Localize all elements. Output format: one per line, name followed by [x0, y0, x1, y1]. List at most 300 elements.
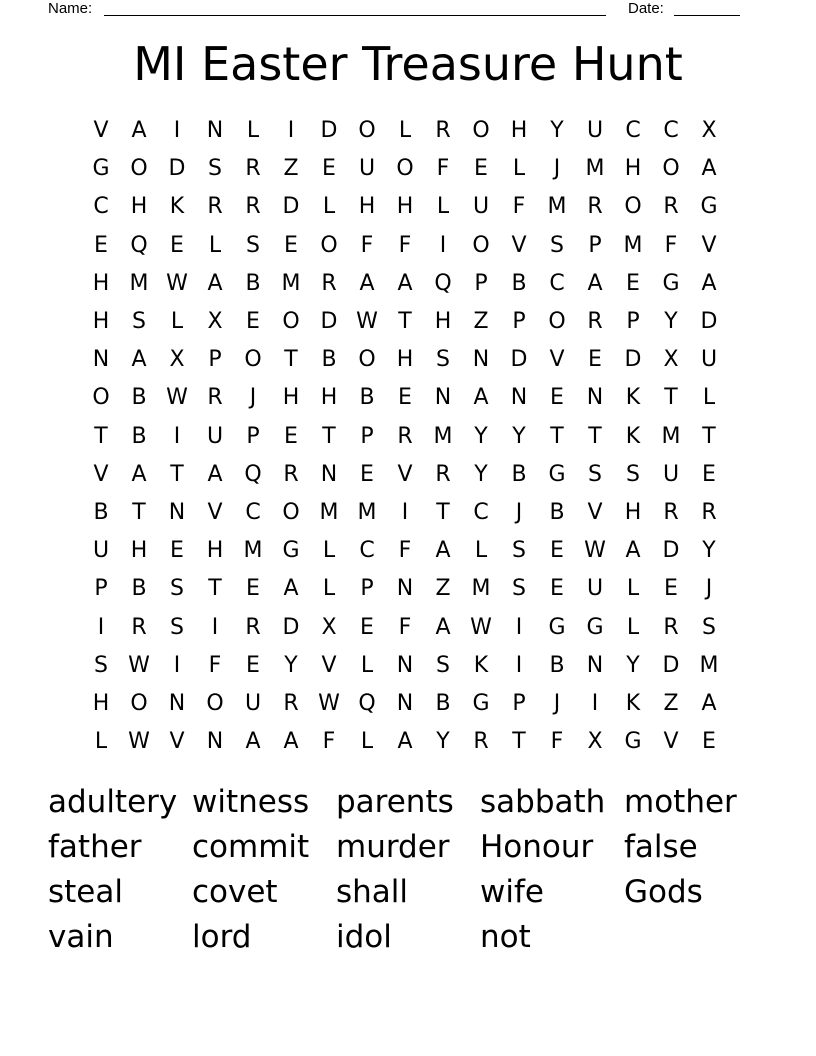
grid-letter[interactable]: R [473, 729, 489, 755]
grid-letter[interactable]: H [206, 538, 224, 564]
grid-letter[interactable]: L [208, 232, 222, 258]
grid-letter[interactable]: B [321, 347, 337, 373]
grid-letter[interactable]: A [207, 461, 223, 487]
grid-letter[interactable]: H [396, 194, 414, 220]
grid-letter[interactable]: M [129, 270, 149, 296]
grid-letter[interactable]: I [173, 423, 181, 449]
grid-letter[interactable]: C [359, 538, 375, 564]
grid-letter[interactable]: D [168, 156, 186, 182]
grid-letter[interactable]: C [473, 499, 489, 525]
grid-letter[interactable]: S [626, 461, 640, 487]
grid-letter[interactable]: R [701, 499, 717, 525]
grid-row [82, 647, 728, 685]
grid-letter[interactable]: O [282, 309, 300, 335]
grid-letter[interactable]: V [93, 118, 109, 144]
word-bank-item: wife [480, 874, 544, 910]
grid-letter[interactable]: T [322, 423, 336, 449]
grid-letter[interactable]: A [359, 270, 375, 296]
grid-letter[interactable]: H [510, 118, 528, 144]
grid-letter[interactable]: X [663, 347, 679, 373]
grid-letter[interactable]: U [358, 156, 376, 182]
grid-letter[interactable]: I [211, 614, 219, 640]
grid-letter[interactable]: X [587, 729, 603, 755]
grid-letter[interactable]: D [662, 652, 680, 678]
grid-letter[interactable]: S [170, 614, 184, 640]
grid-letter[interactable]: S [246, 232, 260, 258]
grid-letter[interactable]: U [206, 423, 224, 449]
grid-letter[interactable]: Y [474, 423, 488, 449]
grid-letter[interactable]: R [207, 385, 223, 411]
grid-letter[interactable]: O [130, 156, 148, 182]
grid-letter[interactable]: E [588, 347, 602, 373]
grid-letter[interactable]: O [472, 232, 490, 258]
grid-letter[interactable]: V [397, 461, 413, 487]
grid-letter[interactable]: T [702, 423, 716, 449]
grid-letter[interactable]: O [130, 690, 148, 716]
grid-letter[interactable]: Y [626, 652, 640, 678]
grid-letter[interactable]: R [245, 614, 261, 640]
grid-letter[interactable]: B [359, 385, 375, 411]
grid-letter[interactable]: S [208, 156, 222, 182]
grid-letter[interactable]: W [166, 270, 188, 296]
grid-letter[interactable]: A [397, 270, 413, 296]
grid-letter[interactable]: U [244, 690, 262, 716]
grid-letter[interactable]: E [664, 576, 678, 602]
grid-letter[interactable]: P [512, 309, 526, 335]
grid-letter[interactable]: Y [474, 461, 488, 487]
grid-letter[interactable]: T [550, 423, 564, 449]
grid-letter[interactable]: N [206, 118, 224, 144]
grid-letter[interactable]: P [94, 576, 108, 602]
grid-letter[interactable]: F [398, 614, 412, 640]
grid-letter[interactable]: L [360, 652, 374, 678]
grid-letter[interactable]: L [246, 118, 260, 144]
grid-letter[interactable]: X [321, 614, 337, 640]
grid-letter[interactable]: D [662, 538, 680, 564]
grid-letter[interactable]: I [287, 118, 295, 144]
grid-letter[interactable]: U [586, 576, 604, 602]
grid-letter[interactable]: W [470, 614, 492, 640]
grid-letter[interactable]: G [92, 156, 110, 182]
grid-letter[interactable]: A [701, 270, 717, 296]
grid-letter[interactable]: N [586, 385, 604, 411]
word-bank-item: false [624, 829, 698, 865]
grid-letter[interactable]: J [515, 499, 523, 525]
grid-letter[interactable]: Y [702, 538, 716, 564]
grid-letter[interactable]: O [92, 385, 110, 411]
grid-letter[interactable]: V [587, 499, 603, 525]
grid-letter[interactable]: H [92, 270, 110, 296]
grid-letter[interactable]: O [282, 499, 300, 525]
grid-letter[interactable]: L [702, 385, 716, 411]
grid-letter[interactable]: H [624, 499, 642, 525]
grid-letter[interactable]: L [398, 118, 412, 144]
grid-letter[interactable]: L [474, 538, 488, 564]
grid-letter[interactable]: F [664, 232, 678, 258]
grid-letter[interactable]: J [249, 385, 257, 411]
grid-letter[interactable]: M [357, 499, 377, 525]
grid-letter[interactable]: W [128, 652, 150, 678]
grid-letter[interactable]: V [169, 729, 185, 755]
grid-letter[interactable]: R [397, 423, 413, 449]
grid-letter[interactable]: Z [283, 156, 299, 182]
grid-letter[interactable]: R [245, 194, 261, 220]
grid-letter[interactable]: N [92, 347, 110, 373]
grid-letter[interactable]: G [548, 461, 566, 487]
grid-letter[interactable]: D [700, 309, 718, 335]
grid-letter[interactable]: V [701, 232, 717, 258]
grid-letter[interactable]: R [283, 690, 299, 716]
grid-letter[interactable]: T [436, 499, 450, 525]
word-bank-item: mother [624, 784, 737, 820]
grid-letter[interactable]: E [474, 156, 488, 182]
grid-letter[interactable]: E [170, 538, 184, 564]
grid-letter[interactable]: H [130, 194, 148, 220]
grid-letter[interactable]: T [208, 576, 222, 602]
grid-letter[interactable]: A [587, 270, 603, 296]
page-title: MI Easter Treasure Hunt [133, 37, 683, 91]
grid-letter[interactable]: H [434, 309, 452, 335]
grid-letter[interactable]: E [702, 729, 716, 755]
grid-letter[interactable]: C [663, 118, 679, 144]
grid-letter[interactable]: R [435, 461, 451, 487]
grid-letter[interactable]: F [550, 729, 564, 755]
grid-letter[interactable]: R [587, 194, 603, 220]
grid-letter[interactable]: A [131, 118, 147, 144]
grid-letter[interactable]: P [360, 576, 374, 602]
grid-letter[interactable]: C [245, 499, 261, 525]
grid-letter[interactable]: I [173, 652, 181, 678]
grid-letter[interactable]: N [396, 690, 414, 716]
grid-letter[interactable]: B [511, 270, 527, 296]
grid-letter[interactable]: B [131, 423, 147, 449]
grid-letter[interactable]: C [549, 270, 565, 296]
grid-letter[interactable]: V [321, 652, 337, 678]
grid-letter[interactable]: L [626, 576, 640, 602]
grid-letter[interactable]: D [624, 347, 642, 373]
grid-letter[interactable]: N [168, 690, 186, 716]
grid-letter[interactable]: L [512, 156, 526, 182]
grid-letter[interactable]: H [130, 538, 148, 564]
grid-letter[interactable]: G [662, 270, 680, 296]
grid-letter[interactable]: Y [550, 118, 564, 144]
grid-letter[interactable]: P [474, 270, 488, 296]
date-blank-line[interactable] [674, 15, 740, 16]
grid-letter[interactable]: H [358, 194, 376, 220]
grid-letter[interactable]: A [435, 538, 451, 564]
grid-letter[interactable]: E [246, 576, 260, 602]
grid-letter[interactable]: V [207, 499, 223, 525]
grid-letter[interactable]: P [626, 309, 640, 335]
grid-letter[interactable]: Z [435, 576, 451, 602]
grid-letter[interactable]: M [471, 576, 491, 602]
grid-letter[interactable]: A [207, 270, 223, 296]
grid-letter[interactable]: L [360, 729, 374, 755]
grid-letter[interactable]: H [282, 385, 300, 411]
grid-letter[interactable]: L [170, 309, 184, 335]
grid-letter[interactable]: G [282, 538, 300, 564]
grid-letter[interactable]: P [588, 232, 602, 258]
grid-letter[interactable]: H [624, 156, 642, 182]
grid-letter[interactable]: N [168, 499, 186, 525]
grid-letter[interactable]: A [131, 347, 147, 373]
grid-letter[interactable]: A [397, 729, 413, 755]
grid-letter[interactable]: N [396, 576, 414, 602]
grid-letter[interactable]: G [586, 614, 604, 640]
grid-letter[interactable]: M [585, 156, 605, 182]
grid-letter[interactable]: L [94, 729, 108, 755]
grid-letter[interactable]: Q [244, 461, 262, 487]
grid-letter[interactable]: O [472, 118, 490, 144]
grid-letter[interactable]: E [284, 232, 298, 258]
grid-letter[interactable]: B [549, 499, 565, 525]
grid-letter[interactable]: F [398, 232, 412, 258]
grid-letter[interactable]: D [510, 347, 528, 373]
grid-letter[interactable]: U [586, 118, 604, 144]
grid-letter[interactable]: E [284, 423, 298, 449]
grid-letter[interactable]: O [320, 232, 338, 258]
grid-letter[interactable]: O [358, 118, 376, 144]
grid-letter[interactable]: A [283, 729, 299, 755]
grid-letter[interactable]: Y [512, 423, 526, 449]
grid-letter[interactable]: Z [473, 309, 489, 335]
grid-letter[interactable]: L [626, 614, 640, 640]
grid-letter[interactable]: D [282, 614, 300, 640]
grid-letter[interactable]: M [623, 232, 643, 258]
grid-letter[interactable]: F [512, 194, 526, 220]
grid-letter[interactable]: B [511, 461, 527, 487]
grid-letter[interactable]: V [549, 347, 565, 373]
grid-letter[interactable]: E [702, 461, 716, 487]
grid-letter[interactable]: F [398, 538, 412, 564]
grid-letter[interactable]: M [661, 423, 681, 449]
grid-letter[interactable]: P [246, 423, 260, 449]
grid-letter[interactable]: B [435, 690, 451, 716]
grid-letter[interactable]: U [92, 538, 110, 564]
grid-letter[interactable]: L [436, 194, 450, 220]
grid-letter[interactable]: S [436, 652, 450, 678]
grid-letter[interactable]: K [625, 423, 641, 449]
grid-letter[interactable]: V [93, 461, 109, 487]
grid-letter[interactable]: P [208, 347, 222, 373]
grid-letter[interactable]: E [360, 461, 374, 487]
grid-letter[interactable]: Y [436, 729, 450, 755]
grid-letter[interactable]: B [549, 652, 565, 678]
grid-letter[interactable]: S [170, 576, 184, 602]
grid-letter[interactable]: P [512, 690, 526, 716]
grid-row [82, 150, 728, 188]
grid-letter[interactable]: E [94, 232, 108, 258]
grid-letter[interactable]: C [625, 118, 641, 144]
grid-letter[interactable]: T [170, 461, 184, 487]
grid-letter[interactable]: G [472, 690, 490, 716]
grid-letter[interactable]: X [169, 347, 185, 373]
grid-letter[interactable]: O [548, 309, 566, 335]
grid-letter[interactable]: S [550, 232, 564, 258]
grid-letter[interactable]: T [132, 499, 146, 525]
grid-letter[interactable]: S [702, 614, 716, 640]
grid-letter[interactable]: T [664, 385, 678, 411]
grid-letter[interactable]: N [472, 347, 490, 373]
grid-letter[interactable]: T [94, 423, 108, 449]
grid-letter[interactable]: U [662, 461, 680, 487]
grid-letter[interactable]: A [245, 729, 261, 755]
grid-letter[interactable]: H [92, 690, 110, 716]
grid-letter[interactable]: M [433, 423, 453, 449]
grid-letter[interactable]: A [435, 614, 451, 640]
grid-letter[interactable]: B [131, 385, 147, 411]
grid-letter[interactable]: W [318, 690, 340, 716]
grid-letter[interactable]: A [701, 156, 717, 182]
grid-letter[interactable]: T [284, 347, 298, 373]
grid-letter[interactable]: J [705, 576, 713, 602]
grid-letter[interactable]: Q [358, 690, 376, 716]
grid-letter[interactable]: R [283, 461, 299, 487]
grid-letter[interactable]: M [319, 499, 339, 525]
grid-letter[interactable]: K [169, 194, 185, 220]
grid-letter[interactable]: E [322, 156, 336, 182]
grid-letter[interactable]: F [208, 652, 222, 678]
grid-letter[interactable]: I [439, 232, 447, 258]
grid-letter[interactable]: I [173, 118, 181, 144]
grid-letter[interactable]: L [322, 576, 336, 602]
grid-letter[interactable]: O [624, 194, 642, 220]
word-bank-item: Gods [624, 874, 703, 910]
grid-letter[interactable]: R [663, 614, 679, 640]
grid-letter[interactable]: N [510, 385, 528, 411]
grid-letter[interactable]: F [360, 232, 374, 258]
grid-letter[interactable]: D [320, 118, 338, 144]
grid-letter[interactable]: P [360, 423, 374, 449]
grid-letter[interactable]: K [473, 652, 489, 678]
grid-letter[interactable]: N [206, 729, 224, 755]
grid-letter[interactable]: R [435, 118, 451, 144]
grid-letter[interactable]: S [132, 309, 146, 335]
grid-letter[interactable]: J [553, 690, 561, 716]
grid-letter[interactable]: F [436, 156, 450, 182]
grid-letter[interactable]: M [281, 270, 301, 296]
grid-letter[interactable]: E [246, 652, 260, 678]
grid-letter[interactable]: U [700, 347, 718, 373]
grid-letter[interactable]: T [398, 309, 412, 335]
grid-letter[interactable]: S [588, 461, 602, 487]
grid-letter[interactable]: D [320, 309, 338, 335]
grid-letter[interactable]: W [584, 538, 606, 564]
grid-letter[interactable]: E [246, 309, 260, 335]
grid-letter[interactable]: V [511, 232, 527, 258]
grid-letter[interactable]: R [321, 270, 337, 296]
grid-letter[interactable]: B [131, 576, 147, 602]
grid-letter[interactable]: M [699, 652, 719, 678]
grid-letter[interactable]: G [700, 194, 718, 220]
grid-letter[interactable]: X [701, 118, 717, 144]
grid-letter[interactable]: B [93, 499, 109, 525]
grid-letter[interactable]: V [663, 729, 679, 755]
grid-letter[interactable]: E [550, 576, 564, 602]
grid-letter[interactable]: Q [434, 270, 452, 296]
grid-letter[interactable]: I [401, 499, 409, 525]
grid-letter[interactable]: H [92, 309, 110, 335]
name-blank-line[interactable] [104, 15, 606, 16]
grid-letter[interactable]: N [396, 652, 414, 678]
grid-letter[interactable]: E [398, 385, 412, 411]
grid-letter[interactable]: A [473, 385, 489, 411]
grid-letter[interactable]: A [625, 538, 641, 564]
grid-letter[interactable]: I [515, 652, 523, 678]
grid-letter[interactable]: H [320, 385, 338, 411]
grid-row [82, 112, 728, 150]
grid-letter[interactable]: H [396, 347, 414, 373]
grid-letter[interactable]: R [663, 194, 679, 220]
grid-letter[interactable]: Y [284, 652, 298, 678]
grid-letter[interactable]: S [512, 576, 526, 602]
grid-letter[interactable]: K [625, 690, 641, 716]
grid-letter[interactable]: I [591, 690, 599, 716]
grid-letter[interactable]: G [624, 729, 642, 755]
grid-letter[interactable]: R [245, 156, 261, 182]
grid-letter[interactable]: I [97, 614, 105, 640]
grid-letter[interactable]: U [472, 194, 490, 220]
grid-letter[interactable]: Y [664, 309, 678, 335]
grid-letter[interactable]: R [587, 309, 603, 335]
grid-letter[interactable]: A [701, 690, 717, 716]
grid-letter[interactable]: O [396, 156, 414, 182]
grid-letter[interactable]: K [625, 385, 641, 411]
grid-letter[interactable]: S [512, 538, 526, 564]
grid-letter[interactable]: M [547, 194, 567, 220]
grid-letter[interactable]: E [626, 270, 640, 296]
grid-letter[interactable]: T [588, 423, 602, 449]
grid-letter[interactable]: E [550, 538, 564, 564]
word-bank-item: vain [48, 919, 114, 955]
grid-letter[interactable]: Q [130, 232, 148, 258]
grid-letter[interactable]: E [550, 385, 564, 411]
grid-letter[interactable]: W [166, 385, 188, 411]
grid-letter[interactable]: I [515, 614, 523, 640]
grid-letter[interactable]: A [283, 576, 299, 602]
grid-letter[interactable]: G [548, 614, 566, 640]
grid-letter[interactable]: C [93, 194, 109, 220]
grid-letter[interactable]: S [94, 652, 108, 678]
grid-letter[interactable]: N [320, 461, 338, 487]
grid-letter[interactable]: X [207, 309, 223, 335]
grid-letter[interactable]: O [244, 347, 262, 373]
grid-letter[interactable]: O [206, 690, 224, 716]
grid-letter[interactable]: R [131, 614, 147, 640]
grid-letter[interactable]: N [434, 385, 452, 411]
grid-letter[interactable]: O [662, 156, 680, 182]
grid-letter[interactable]: D [282, 194, 300, 220]
grid-letter[interactable]: W [356, 309, 378, 335]
grid-letter[interactable]: O [358, 347, 376, 373]
grid-letter[interactable]: M [243, 538, 263, 564]
grid-letter[interactable]: F [322, 729, 336, 755]
grid-letter[interactable]: B [245, 270, 261, 296]
grid-letter[interactable]: R [207, 194, 223, 220]
grid-letter[interactable]: A [131, 461, 147, 487]
grid-letter[interactable]: J [553, 156, 561, 182]
grid-letter[interactable]: T [512, 729, 526, 755]
grid-letter[interactable]: R [663, 499, 679, 525]
grid-letter[interactable]: Z [663, 690, 679, 716]
grid-letter[interactable]: L [322, 194, 336, 220]
grid-letter[interactable]: W [128, 729, 150, 755]
grid-letter[interactable]: E [360, 614, 374, 640]
grid-letter[interactable]: N [586, 652, 604, 678]
grid-letter[interactable]: S [436, 347, 450, 373]
grid-letter[interactable]: L [322, 538, 336, 564]
grid-letter[interactable]: E [170, 232, 184, 258]
